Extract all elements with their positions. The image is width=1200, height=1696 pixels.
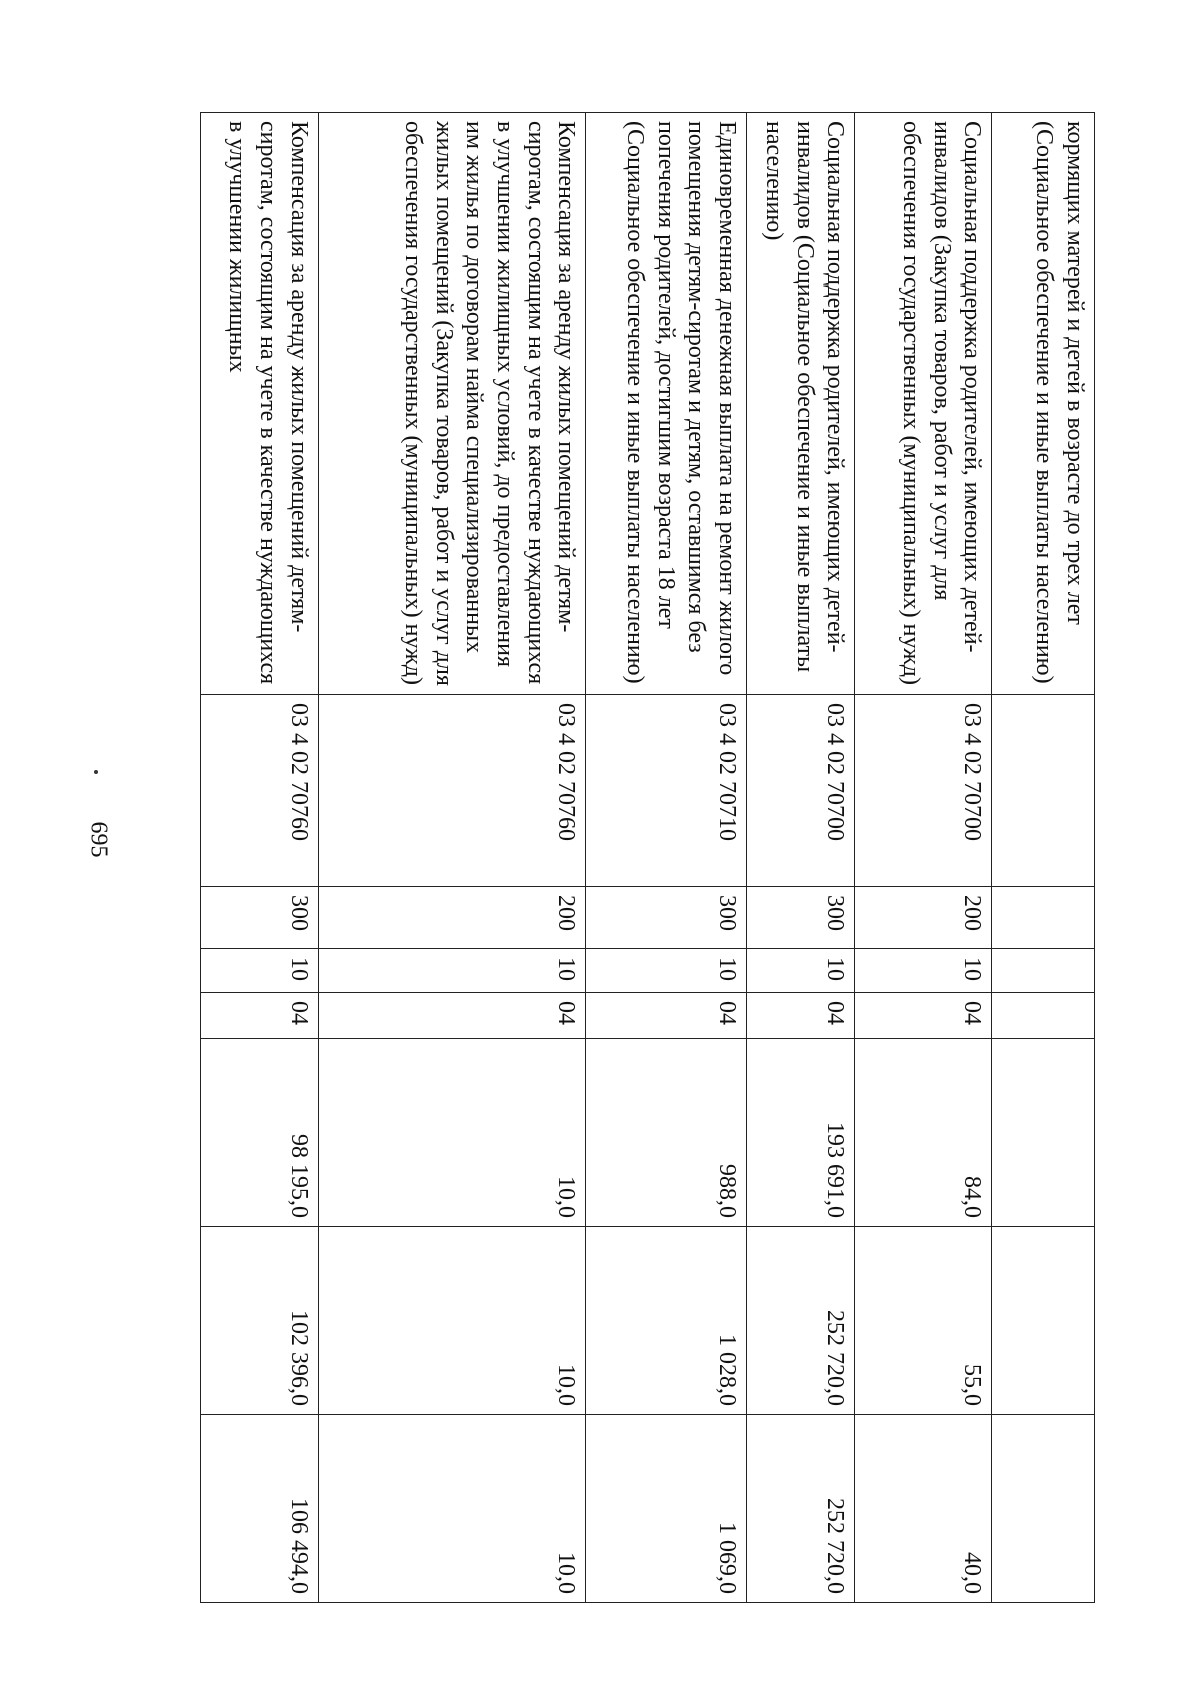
row-amount-year2-cell <box>992 1227 1095 1415</box>
row-section-cell: 10 <box>586 949 747 993</box>
scan-speck <box>94 770 98 774</box>
row-amount-year3-cell <box>992 1415 1095 1603</box>
row-amount-year1-cell: 84,0 <box>855 1039 992 1227</box>
row-amount-year2-cell: 102 396,0 <box>201 1227 319 1415</box>
row-section-cell: 10 <box>318 949 586 993</box>
row-code-cell: 03 4 02 70700 <box>855 695 992 887</box>
row-name-cell: Единовременная денежная выплата на ремонт жилого помещения детям-сиротам и детям, оставшимся без попечения родителей, достигшим возраста 18 лет (Социальное обеспечение и иные выплаты населению) <box>586 113 747 695</box>
row-code-cell: 03 4 02 70760 <box>201 695 319 887</box>
row-amount-year1-cell: 98 195,0 <box>201 1039 319 1227</box>
row-subsection-cell: 04 <box>855 993 992 1039</box>
row-amount-year2-cell: 55,0 <box>855 1227 992 1415</box>
row-amount-year2-cell: 1 028,0 <box>586 1227 747 1415</box>
row-amount-year2-cell: 252 720,0 <box>746 1227 854 1415</box>
row-subsection-cell: 04 <box>586 993 747 1039</box>
row-name-cell: Социальная поддержка родителей, имеющих детей-инвалидов (Социальное обеспечение и иные выплаты населению) <box>746 113 854 695</box>
table-row <box>746 113 854 1603</box>
row-amount-year1-cell: 193 691,0 <box>746 1039 854 1227</box>
row-code-cell: 03 4 02 70760 <box>318 695 586 887</box>
table-row <box>201 113 319 1603</box>
row-section-cell: 10 <box>201 949 319 993</box>
row-amount-year3-cell: 1 069,0 <box>586 1415 747 1603</box>
row-section-cell: 10 <box>855 949 992 993</box>
budget-table <box>200 112 1095 1603</box>
table-row <box>855 113 992 1603</box>
row-name-cell: Социальная поддержка родителей, имеющих детей-инвалидов (Закупка товаров, работ и услуг для обеспечения государственных (муниципальных) нужд) <box>855 113 992 695</box>
table-body <box>201 113 1095 1603</box>
table-row <box>992 113 1095 1603</box>
row-amount-year3-cell: 10,0 <box>318 1415 586 1603</box>
row-amount-year1-cell: 10,0 <box>318 1039 586 1227</box>
page-number: 695 <box>85 821 112 858</box>
row-section-cell <box>992 949 1095 993</box>
budget-table-rotated <box>200 112 1095 1602</box>
row-expense-type-cell: 300 <box>586 887 747 949</box>
row-subsection-cell <box>992 993 1095 1039</box>
row-expense-type-cell <box>992 887 1095 949</box>
row-expense-type-cell: 300 <box>201 887 319 949</box>
row-name-cell: Компенсация за аренду жилых помещений детям-сиротам, состоящим на учете в качестве нуждающихся в улучшении жилищных <box>201 113 319 695</box>
row-subsection-cell: 04 <box>746 993 854 1039</box>
row-expense-type-cell: 300 <box>746 887 854 949</box>
row-amount-year3-cell: 106 494,0 <box>201 1415 319 1603</box>
row-expense-type-cell: 200 <box>855 887 992 949</box>
row-subsection-cell: 04 <box>201 993 319 1039</box>
row-amount-year1-cell: 988,0 <box>586 1039 747 1227</box>
row-code-cell: 03 4 02 70710 <box>586 695 747 887</box>
row-subsection-cell: 04 <box>318 993 586 1039</box>
row-amount-year1-cell <box>992 1039 1095 1227</box>
row-amount-year3-cell: 40,0 <box>855 1415 992 1603</box>
row-section-cell: 10 <box>746 949 854 993</box>
row-name-cell: кормящих матерей и детей в возрасте до трех лет (Социальное обеспечение и иные выплаты населению) <box>992 113 1095 695</box>
row-code-cell: 03 4 02 70700 <box>746 695 854 887</box>
row-amount-year3-cell: 252 720,0 <box>746 1415 854 1603</box>
row-amount-year2-cell: 10,0 <box>318 1227 586 1415</box>
table-row <box>318 113 586 1603</box>
table-row <box>586 113 747 1603</box>
row-name-cell: Компенсация за аренду жилых помещений детям-сиротам, состоящим на учете в качестве нуждающихся в улучшении жилищных условий, до предоставления им жилья по договорам найма специализированных жилых помещений (Закупка товаров, работ и услуг для обеспечения государственных (муниципальных) нужд) <box>318 113 586 695</box>
row-expense-type-cell: 200 <box>318 887 586 949</box>
row-code-cell <box>992 695 1095 887</box>
